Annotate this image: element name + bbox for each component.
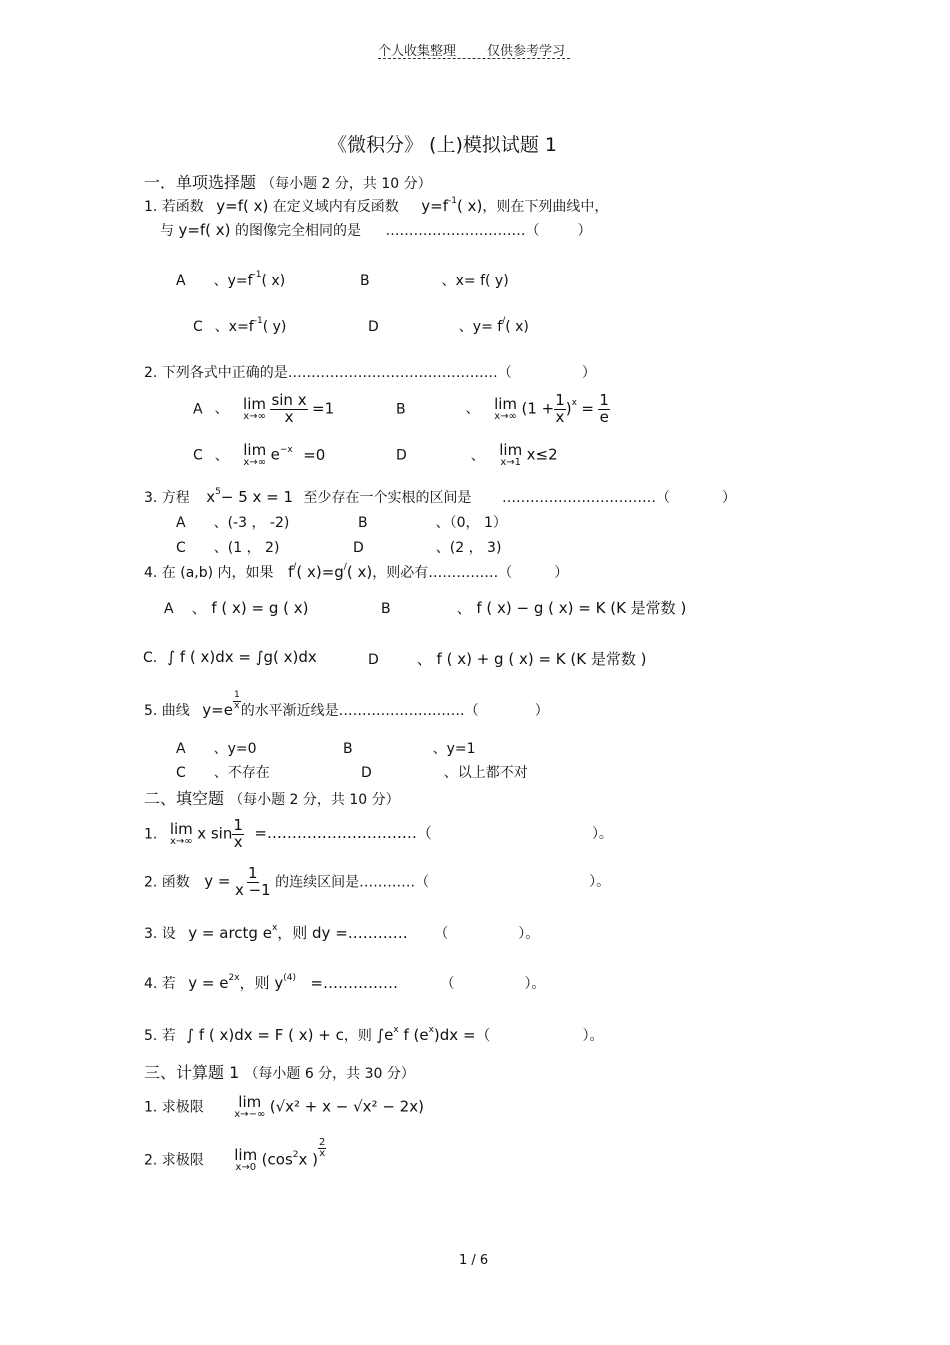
q2-option-d: D 、 lim x→1 x≤2 — [396, 441, 558, 468]
q5-option-b: B 、y=1 — [343, 741, 476, 757]
q5-option-d: D 、以上都不对 — [361, 765, 528, 781]
calc-2: 2. 求极限 lim x→0 ($\cos^2x$ ) $\frac{2}{x}$ — [144, 1136, 326, 1173]
page-title: 《微积分》 (上)模拟试题 1 — [328, 134, 557, 156]
section-3-heading — [144, 1060, 415, 1083]
q1-option-c: C 、$x=f^{-1}$( y) — [193, 316, 287, 335]
section-1-title: 一．单项选择题 — [144, 173, 257, 192]
fill-1: 1. lim x→∞ x sin $\frac{1}{x}$ =…………………………（ ）。 — [144, 816, 613, 851]
q1-option-a: A 、$y=f^{-1}$( x) — [176, 270, 286, 289]
fill-5: 5. 若 ∫ f ( x)dx = F ( x) + c，则 $\int e^x$ f $(e^x)dx$ =（ ）。 — [144, 1025, 604, 1044]
q1-stem-line2: 与 y=f( x) 的图像完全相同的是 …………………………（ ） — [160, 221, 592, 239]
fill-3: 3. 设 y = arctg $e^x$，则 dy =………… （ ）。 — [144, 923, 540, 942]
section-3-note: （每小题 6 分，共 30 分） — [244, 1066, 415, 1082]
q5-option-a: A 、y=0 — [176, 741, 257, 757]
page-number: 1 / 6 — [459, 1253, 489, 1268]
q1-option-b: B 、x= f( y) — [360, 273, 509, 289]
q4-stem: 4. 在 (a,b) 内，如果 f/( x)=g/( x)，则必有……………（ ） — [144, 562, 569, 581]
q5-stem: 5. 曲线 y=e $\frac{1}{x}$ 的水平渐近线是………………………（ ） — [144, 690, 549, 719]
q4-option-c: C. ∫ f ( x)dx = ∫g( x)dx — [143, 648, 317, 666]
q2-option-c: C 、 lim x→∞ $e^{-x} =0$ — [193, 441, 326, 468]
section-2-note: （每小题 2 分，共 10 分） — [229, 792, 400, 808]
q3-option-c: C 、(1 ， 2) — [176, 540, 280, 556]
section-1-heading — [144, 170, 432, 193]
section-1-note: （每小题 2 分，共 10 分） — [261, 176, 432, 192]
q1-stem-line1: 1. 若函数 y=f( x) 在定义域内有反函数 $y=f^{-1}$( x)，则在下列曲线中， — [144, 196, 609, 215]
q2-option-a: A 、 lim x→∞ $\frac{\text{sin x}}{x}$ =1 — [193, 391, 335, 426]
header-right: 仅供参考学习 — [487, 44, 566, 59]
q3-stem: 3. 方程 $x^5- 5$ x = 1 至少存在一个实根的区间是 ……………………………（ ） — [144, 487, 736, 506]
q4-option-b: B 、 f ( x) − g ( x) = K (K 是常数 ) — [381, 599, 687, 617]
header-left: 个人收集整理 — [378, 44, 457, 59]
q2-stem: 2. 下列各式中正确的是………………………………………（ ） — [144, 365, 596, 381]
fill-4: 4. 若 $y = e^{2x}$，则 $y^{(4)}$ =…………… （ ）。 — [144, 973, 546, 992]
q1-option-d: D 、y= f/( x) — [368, 316, 529, 335]
section-3-title: 三、计算题 1 — [144, 1063, 240, 1082]
q3-option-d: D 、(2 ， 3) — [353, 540, 502, 556]
q5-option-c: C 、不存在 — [176, 765, 270, 781]
header-divider — [378, 58, 570, 59]
q4-option-a: A 、 f ( x) = g ( x) — [164, 599, 309, 617]
calc-1: 1. 求极限 lim x→−∞ (√x² + x − √x² − 2x) — [144, 1093, 424, 1120]
q2-option-b: B 、 lim x→∞ (1 + $\frac{1}{x}$ )$^x$ = $\frac{1}{e}$ — [396, 391, 609, 426]
q3-option-b: B 、（0， 1） — [358, 515, 507, 531]
q3-option-a: A 、(-3 ， -2) — [176, 515, 290, 531]
fill-2: 2. 函数 y = $\frac{1}{x -1}$ 的连续区间是…………（ ）。 — [144, 864, 611, 899]
section-2-title: 二、填空题 — [144, 789, 225, 808]
q4-option-d: D 、 f ( x) + g ( x) = K (K 是常数 ) — [368, 650, 647, 668]
section-2-heading — [144, 786, 400, 809]
